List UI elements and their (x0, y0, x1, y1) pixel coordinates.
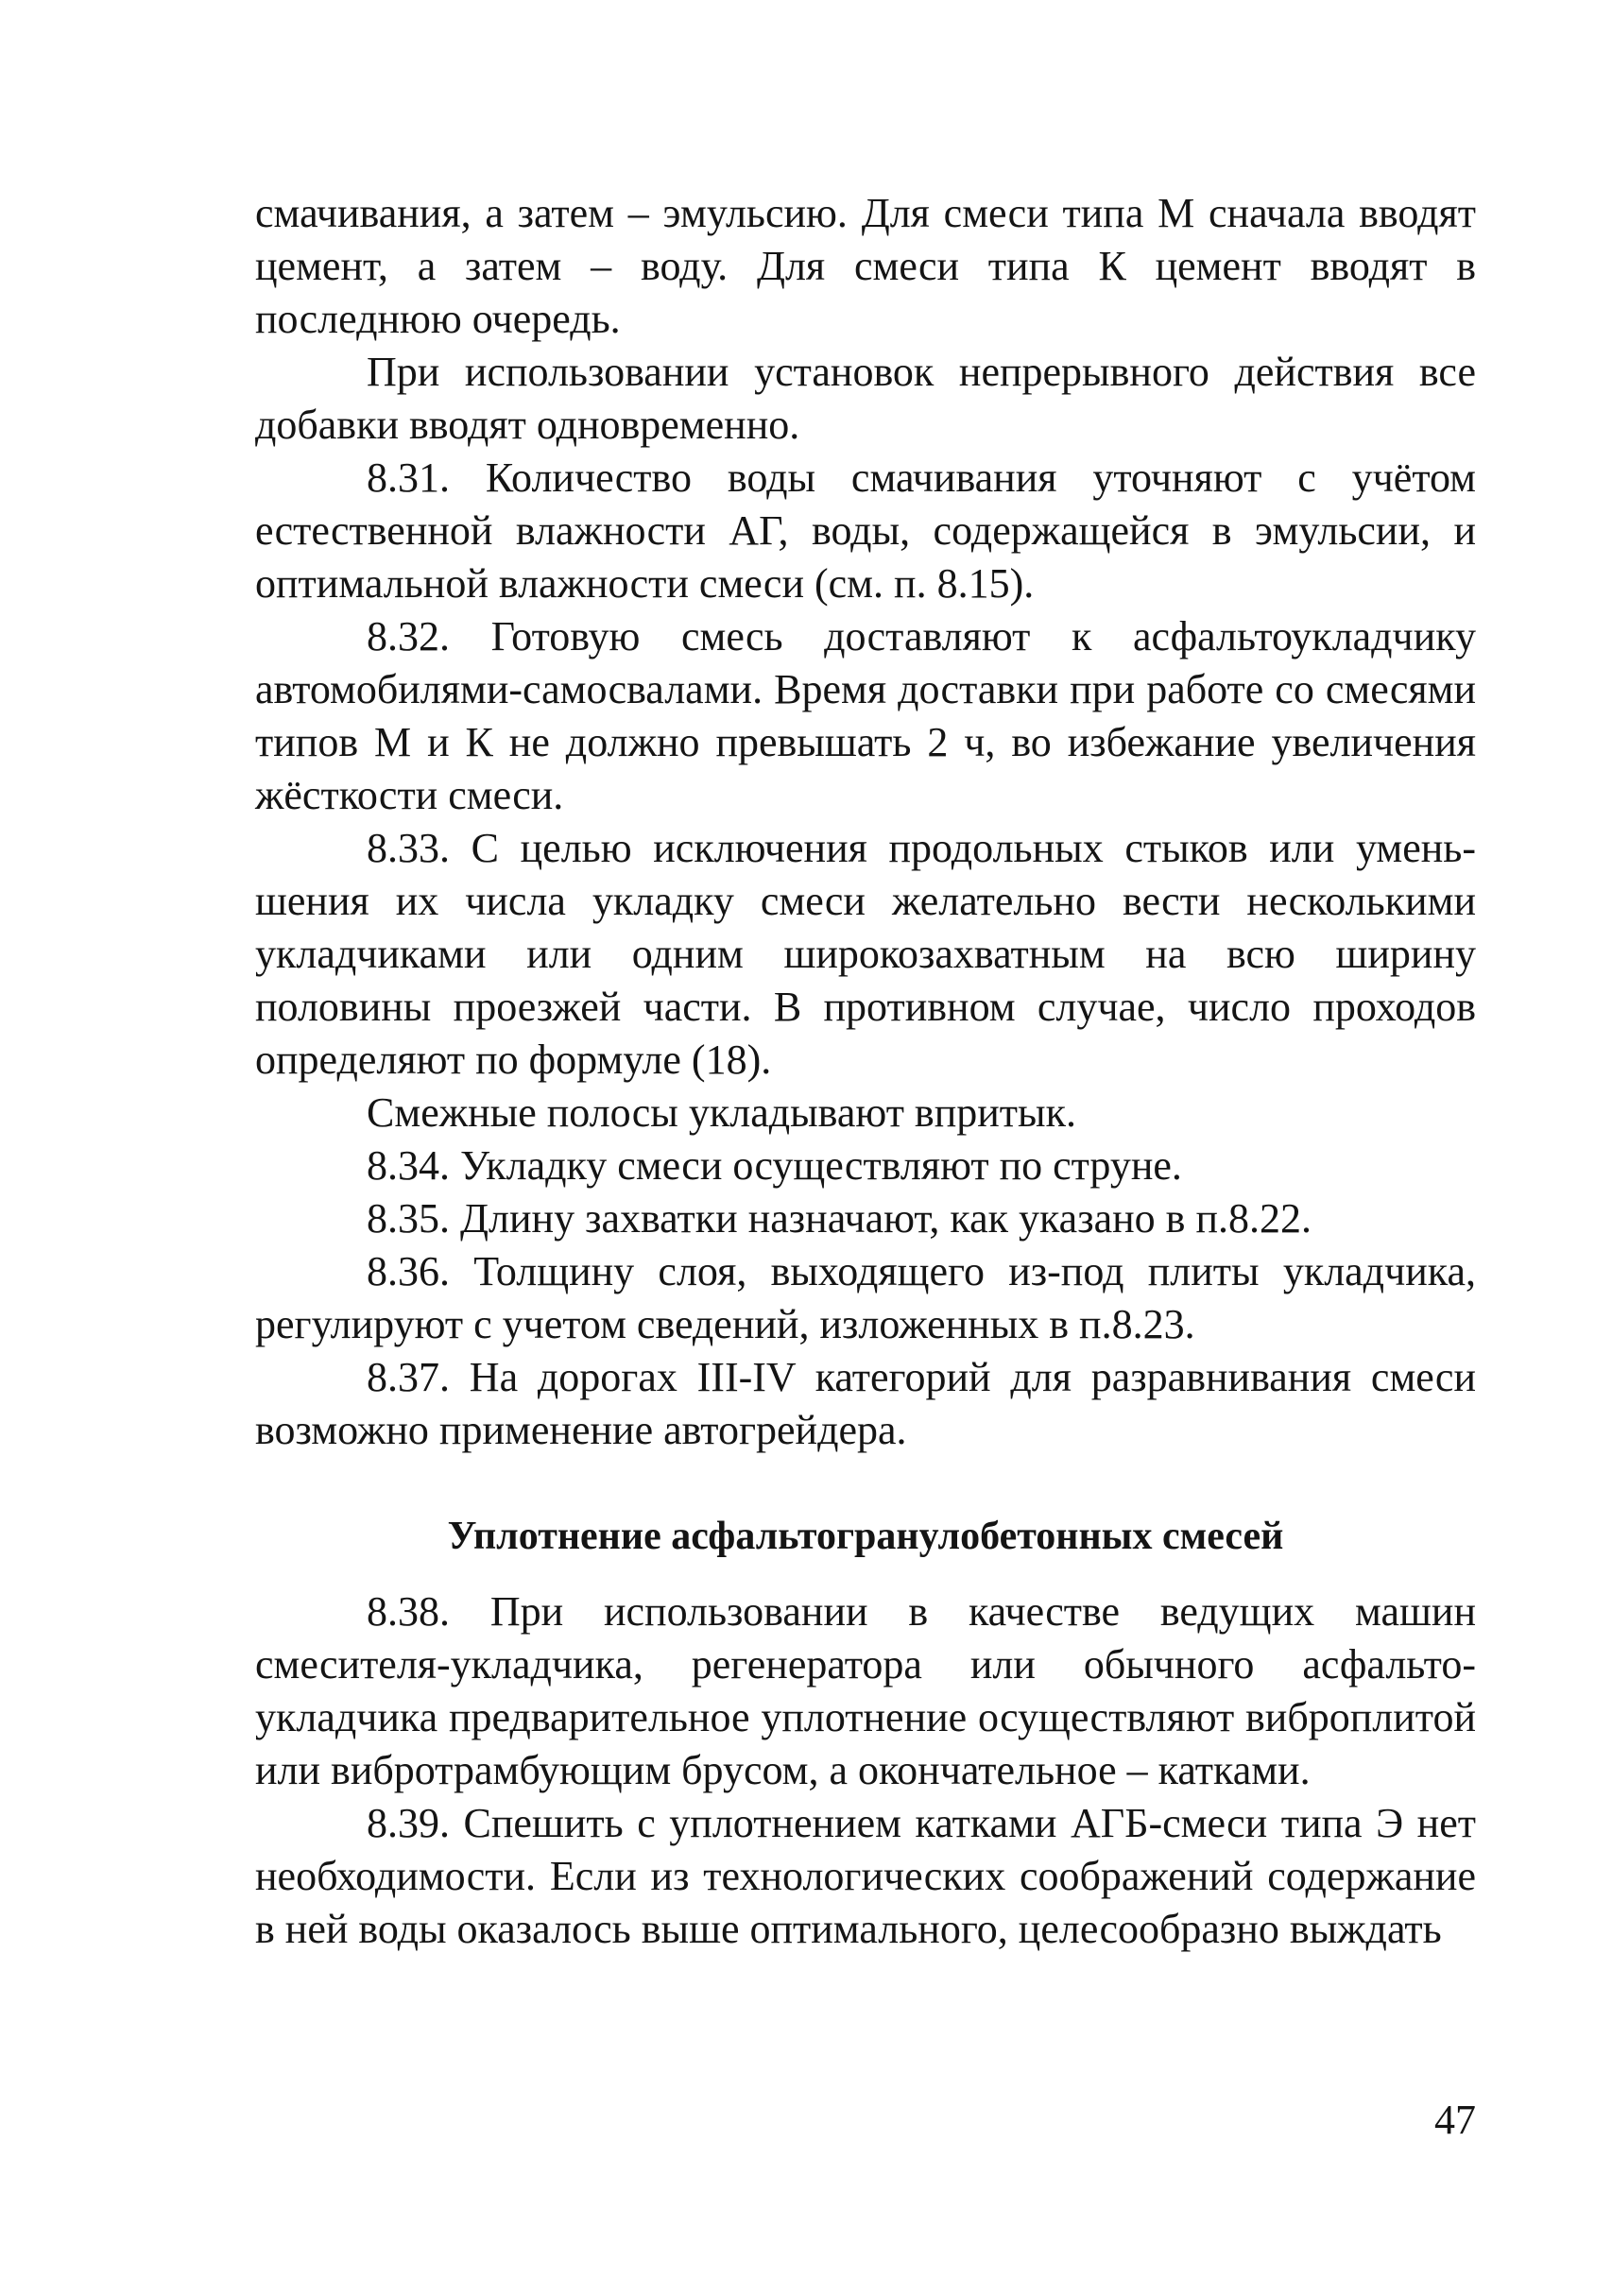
paragraph-8-32: 8.32. Готовую смесь доставляют к асфальтоукладчику автомобилями-самосвалами. Время доставки при работе со смесями типов М и К не должно превышать 2 ч, во избежание увеличения жёсткости смеси. (255, 613, 1476, 818)
paragraph-continuation: смачивания, а затем – эмульсию. Для смеси типа М сначала вводят цемент, а затем – воду. Для смеси типа К цемент вводят в последнюю очередь. (255, 190, 1476, 342)
paragraph-continuous-installations: При использовании установок непрерывного действия все добавки вводят одновременно. (255, 349, 1476, 448)
paragraph-8-34: 8.34. Укладку смеси осуществляют по струне. (367, 1142, 1182, 1189)
paragraph-8-39: 8.39. Спешить с уплотнением катками АГБ-смеси типа Э нет необходимости. Если из технологических соображений содержание в ней воды оказалось выше оптимального, целесообразно выждать (255, 1800, 1476, 1952)
section-heading: Уплотнение асфальтогранулобетонных смесей (447, 1515, 1284, 1558)
paragraph-8-38: 8.38. При использовании в качестве ведущих машин смесителя-укладчика, регенератора или обычного асфальтоукладчика предварительное уплотнение осуществляют виброплитой или вибротрамбующим брусом, а окончательное – катками. (255, 1588, 1476, 1793)
paragraph-8-33: 8.33. С целью исключения продольных стыков или уменьшения их числа укладку смеси желательно вести несколькими укладчиками или одним широкозахватным на всю ширину половины проезжей части. В противном случае, число проходов определяют по формуле (18). (255, 825, 1476, 1083)
paragraph-8-37: 8.37. На дорогах III-IV категорий для разравнивания смеси возможно применение автогрейдера. (255, 1354, 1476, 1453)
paragraph-8-35: 8.35. Длину захватки назначают, как указано в п.8.22. (367, 1195, 1312, 1242)
paragraph-8-31: 8.31. Количество воды смачивания уточняют с учётом естественной влажности АГ, воды, содержащейся в эмульсии, и оптимальной влажности смеси (см. п. 8.15). (255, 454, 1476, 607)
paragraph-adjacent-strips: Смежные полосы укладывают впритык. (367, 1089, 1076, 1136)
body-text (255, 187, 1476, 1956)
page-number: 47 (1434, 2097, 1476, 2143)
paragraph-8-36: 8.36. Толщину слоя, выходящего из-под плиты укладчика, регулируют с учетом сведений, изложенных в п.8.23. (255, 1248, 1476, 1347)
